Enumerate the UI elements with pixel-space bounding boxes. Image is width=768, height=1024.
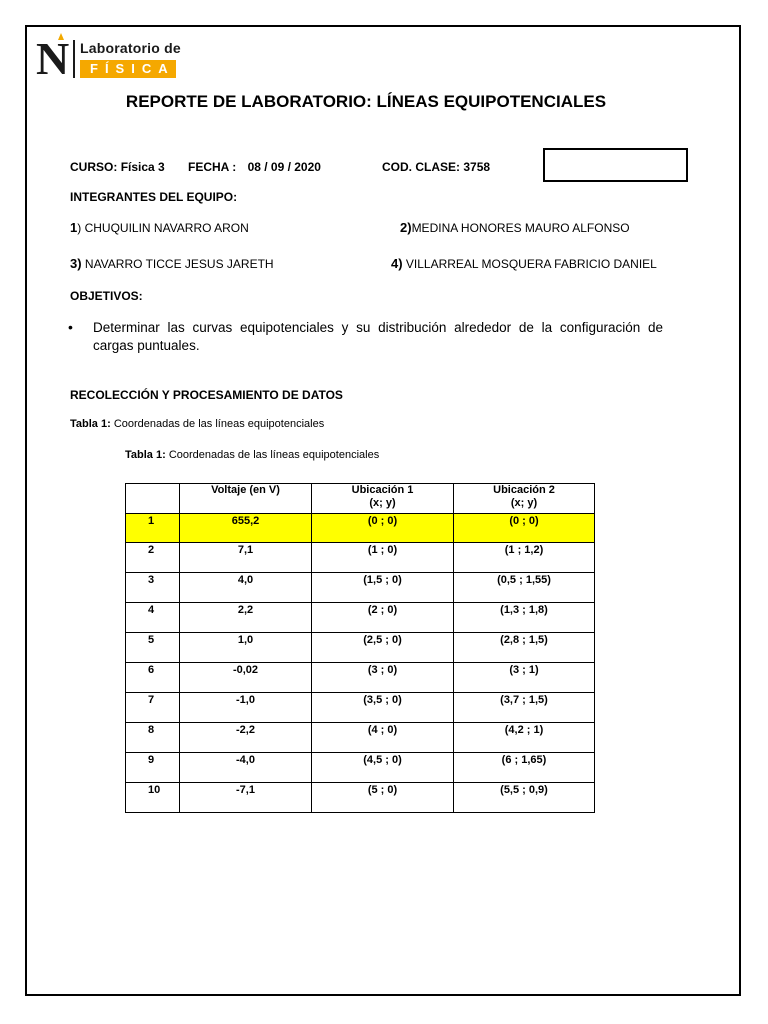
cell-ubicacion-1: (2 ; 0) <box>312 603 454 633</box>
logo-letter: N <box>36 33 70 84</box>
curso-field <box>70 160 165 174</box>
caption-text: Coordenadas de las líneas equipotenciales <box>165 449 380 461</box>
member-1 <box>70 220 249 235</box>
fecha-field <box>188 160 321 174</box>
cell-index: 4 <box>126 603 180 633</box>
table-row <box>126 723 595 753</box>
cell-ubicacion-1: (4,5 ; 0) <box>312 753 454 783</box>
cell-voltaje: 655,2 <box>180 514 312 543</box>
page-title: REPORTE DE LABORATORIO: LÍNEAS EQUIPOTENCIALES <box>125 92 607 111</box>
cell-ubicacion-1: (3,5 ; 0) <box>312 693 454 723</box>
table-row <box>126 663 595 693</box>
cell-index: 9 <box>126 753 180 783</box>
cell-voltaje: 2,2 <box>180 603 312 633</box>
cell-voltaje: -4,0 <box>180 753 312 783</box>
bullet-icon: • <box>68 319 73 335</box>
member-number: 4) <box>391 256 403 271</box>
cell-ubicacion-2: (2,8 ; 1,5) <box>454 633 595 663</box>
cell-voltaje: 4,0 <box>180 573 312 603</box>
table-row <box>126 633 595 663</box>
equipotential-table <box>125 483 595 813</box>
cell-ubicacion-2: (4,2 ; 1) <box>454 723 595 753</box>
caption-label: Tabla 1: <box>70 418 111 430</box>
table-row <box>126 514 595 543</box>
fecha-value: 08 / 09 / 2020 <box>247 160 321 174</box>
data-heading: RECOLECCIÓN Y PROCESAMIENTO DE DATOS <box>70 388 343 402</box>
cell-index: 8 <box>126 723 180 753</box>
cell-index: 5 <box>126 633 180 663</box>
member-3 <box>70 256 274 271</box>
cell-ubicacion-2: (0 ; 0) <box>454 514 595 543</box>
cell-ubicacion-1: (1,5 ; 0) <box>312 573 454 603</box>
cell-ubicacion-1: (2,5 ; 0) <box>312 633 454 663</box>
member-name: ) CHUQUILIN NAVARRO ARON <box>77 221 249 235</box>
cell-voltaje: 7,1 <box>180 543 312 573</box>
logo-text-laboratorio: Laboratorio de <box>80 40 181 56</box>
cell-ubicacion-2: (5,5 ; 0,9) <box>454 783 595 813</box>
table-row <box>126 603 595 633</box>
member-name: NAVARRO TICCE JESUS JARETH <box>81 257 274 271</box>
table-row <box>126 753 595 783</box>
member-2 <box>400 220 630 235</box>
logo-divider <box>73 40 75 78</box>
cell-ubicacion-2: (3,7 ; 1,5) <box>454 693 595 723</box>
cell-ubicacion-1: (4 ; 0) <box>312 723 454 753</box>
table-caption-1 <box>70 418 324 430</box>
logo-text-fisica: FÍSICA <box>80 60 176 78</box>
cell-ubicacion-2: (3 ; 1) <box>454 663 595 693</box>
member-number: 3) <box>70 256 82 271</box>
table-row <box>126 573 595 603</box>
cod-clase-field <box>382 160 490 174</box>
cell-index: 10 <box>126 783 180 813</box>
integrantes-heading: INTEGRANTES DEL EQUIPO: <box>70 190 238 204</box>
cell-ubicacion-2: (0,5 ; 1,55) <box>454 573 595 603</box>
caption-label: Tabla 1: <box>125 449 166 461</box>
empty-code-box <box>543 148 688 182</box>
header-ubicacion-2: Ubicación 2 (x; y) <box>454 484 595 514</box>
member-number: 1 <box>70 220 78 235</box>
cell-voltaje: -7,1 <box>180 783 312 813</box>
member-number: 2) <box>400 220 412 235</box>
objetivos-heading: OBJETIVOS: <box>70 289 143 303</box>
table-row <box>126 543 595 573</box>
member-name: MEDINA HONORES MAURO ALFONSO <box>411 221 630 235</box>
table-row <box>126 693 595 723</box>
cell-index: 7 <box>126 693 180 723</box>
cod-clase-label: COD. CLASE: <box>382 160 460 174</box>
table-header-row <box>126 484 595 514</box>
curso-label: CURSO: <box>70 160 118 174</box>
table-row <box>126 783 595 813</box>
table-caption-2 <box>125 449 379 461</box>
cell-voltaje: -0,02 <box>180 663 312 693</box>
member-4 <box>391 256 657 271</box>
cell-index: 1 <box>126 514 180 543</box>
cell-ubicacion-1: (1 ; 0) <box>312 543 454 573</box>
cell-voltaje: -1,0 <box>180 693 312 723</box>
cell-voltaje: 1,0 <box>180 633 312 663</box>
member-name: VILLARREAL MOSQUERA FABRICIO DANIEL <box>402 257 657 271</box>
fecha-label: FECHA : <box>188 160 237 174</box>
header-index <box>126 484 180 514</box>
objective-text: Determinar las curvas equipotenciales y su distribución alrededor de la configuración de cargas puntuales. <box>93 320 663 353</box>
cell-ubicacion-2: (6 ; 1,65) <box>454 753 595 783</box>
cell-voltaje: -2,2 <box>180 723 312 753</box>
cell-ubicacion-1: (5 ; 0) <box>312 783 454 813</box>
cell-index: 6 <box>126 663 180 693</box>
logo-star-icon <box>58 33 64 40</box>
cell-ubicacion-2: (1,3 ; 1,8) <box>454 603 595 633</box>
cell-index: 2 <box>126 543 180 573</box>
cell-ubicacion-1: (0 ; 0) <box>312 514 454 543</box>
cod-clase-value: 3758 <box>463 160 491 174</box>
cell-index: 3 <box>126 573 180 603</box>
header-ubicacion-1: Ubicación 1 (x; y) <box>312 484 454 514</box>
cell-ubicacion-1: (3 ; 0) <box>312 663 454 693</box>
curso-value: Física 3 <box>120 160 165 174</box>
header-voltaje: Voltaje (en V) <box>180 484 312 514</box>
caption-text: Coordenadas de las líneas equipotenciales <box>110 418 325 430</box>
cell-ubicacion-2: (1 ; 1,2) <box>454 543 595 573</box>
